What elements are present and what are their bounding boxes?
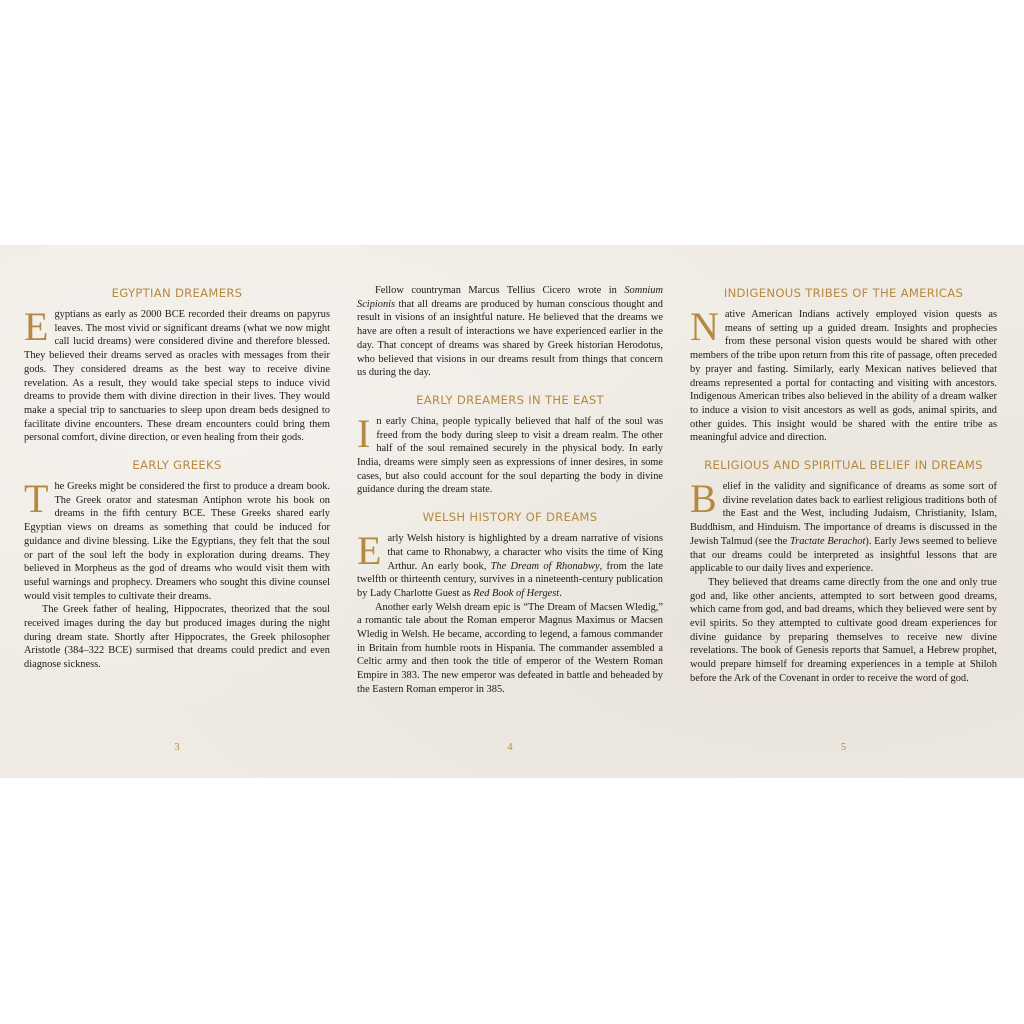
heading-welsh-history: WELSH HISTORY OF DREAMS bbox=[422, 510, 598, 525]
paragraph: Fellow countryman Marcus Tellius Cicero wrote in Somnium Scipionis that all dreams are produced by human conscious thought and result in visions of an insightful nature. He believed that the dreams we have are often a result of interactions we have experienced earlier in the day. That concept of dreams was shared by Greek historian Herodotus, who believed that visions in our dreams result from things that concern us during the day. bbox=[357, 285, 663, 379]
heading-religious-belief: RELIGIOUS AND SPIRITUAL BELIEF IN DREAMS bbox=[704, 458, 983, 473]
drop-cap: T bbox=[24, 476, 49, 522]
page-number: 3 bbox=[174, 742, 180, 753]
heading-egyptian-dreamers: EGYPTIAN DREAMERS bbox=[111, 286, 243, 300]
paragraph: Another early Welsh dream epic is “The Dream of Macsen Wledig,” a romantic tale about the Roman emperor Magnus Maximus or Macsen Wledig in Welsh. He became, according to legend, a famous commander in Britain from humble roots in Hispania. The commander assembled a Celtic army and then took the title of emperor of the Western Roman Empire in 383. The new emperor was defeated in battle and beheaded by the Eastern Roman emperor in 385. bbox=[357, 601, 663, 695]
paragraph: Egyptians as early as 2000 BCE recorded their dreams on papyrus leaves. The most vivid or significant dreams (what we now might call lucid dreams) were considered divine and therefore blessed. They believed their dreams served as oracles with messages from their gods. They considered dreams as the best way to receive divine revelation. As a result, they would take special steps to induce vivid dreams to provide them with divine direction in their lives. They would make a special trip to sanctuaries to sleep upon dream beds designed to facilitate divine encounters. These dream encounters could bring them personal comfort, divine direction, or even healing from their gods. bbox=[24, 304, 330, 444]
paragraph: The Greeks might be considered the first to produce a dream book. The Greek orator and statesman Antiphon wrote his book on dreams in the fifth century BCE. These Greeks shared early Egyptian views on dreams as something that could be induced for guidance and divine blessing. Like the Egyptians, they felt that the soul or part of the soul left the body in exploration during dreams. They believed in Morpheus as the god of dreams who would visit them with useful warnings and prophecy. Dreamers who sought this divine counsel would visit temples to cultivate their dreams. bbox=[24, 476, 330, 602]
page-4 bbox=[357, 245, 663, 778]
heading-indigenous-tribes: INDIGENOUS TRIBES OF THE AMERICAS bbox=[723, 286, 964, 300]
page-number: 4 bbox=[507, 742, 513, 753]
heading-early-greeks: EARLY GREEKS bbox=[132, 458, 222, 473]
page-3-column bbox=[24, 281, 330, 672]
drop-cap: N bbox=[690, 304, 719, 349]
paragraph: In early China, people typically believed that half of the soul was freed from the body during sleep to visit a dream realm. The other half of the soul remained securely in the physical body. In early India, dreams were simply seen as expressions of inner desires, in some cases, but also could account for the soul departing the body in divine guidance during the dream state. bbox=[357, 410, 663, 496]
page-3 bbox=[24, 245, 330, 778]
paragraph: The Greek father of healing, Hippocrates, theorized that the soul received images during the day but produced images during the night during dream state. Shortly after Hippocrates, the Greek philosopher Aristotle (384–322 BCE) surmised that dreams could predict and even diagnose sickness. bbox=[24, 604, 330, 671]
paragraph: They believed that dreams came directly from the one and only true god and, like other ancients, attempted to sort between good dreams, which came from god, and bad dreams, which they believed were sent by evil spirits. So they attempted to cultivate good dream experiences for divine guidance by preparing themselves to receive new divine revelations. The book of Genesis reports that Samuel, a Hebrew prophet, would prepare himself for dreaming experiences in a temple at Shiloh before the Ark of the Covenant in order to receive the word of god. bbox=[690, 576, 997, 684]
paragraph: Early Welsh history is highlighted by a dream narrative of visions that came to Rhonabwy, a character who visits the time of King Arthur. An early book, The Dream of Rhonabwy, from the late twelfth or thirteenth century, survives in a nineteenth-century publication by Lady Charlotte Guest as Red Book of Hergest. bbox=[357, 528, 663, 599]
drop-cap: E bbox=[24, 304, 49, 349]
paragraph: Belief in the validity and significance of dreams as some sort of divine revelation dates back to earliest religious traditions both of the East and the West, including Judaism, Christianity, Islam, Buddhism, and Hinduism. The importance of dreams is discussed in the Jewish Talmud (see the Tractate Berachot). Early Jews seemed to believe that our dreams could be interpreted as insightful lessons that are applicable to our daily lives and experience. bbox=[690, 476, 997, 575]
book-spread bbox=[0, 245, 1024, 778]
drop-cap: E bbox=[357, 528, 382, 574]
drop-cap: I bbox=[357, 410, 371, 456]
drop-cap: B bbox=[690, 476, 717, 522]
page-4-column bbox=[357, 281, 663, 697]
heading-early-dreamers-east: EARLY DREAMERS IN THE EAST bbox=[416, 392, 604, 407]
page-number: 5 bbox=[840, 742, 847, 753]
paragraph: Native American Indians actively employed vision quests as means of setting up a guided dream. Insights and prophecies from these personal vision quests would be shared with other members of the tribe upon return from this rite of passage, often preceded by prayer and fasting. Similarly, early Mexican natives believed that dreams represented a portal for contacting and visiting with ancestors. Indigenous American tribes also believed in the ability of a dream walker to induce a vision to visit ancestors as well as gods, animal spirits, and other guides. This insight would be shared with the entire tribe as meaningful advice and direction. bbox=[690, 304, 997, 444]
page-5-column bbox=[690, 281, 997, 686]
page-5 bbox=[690, 245, 997, 778]
